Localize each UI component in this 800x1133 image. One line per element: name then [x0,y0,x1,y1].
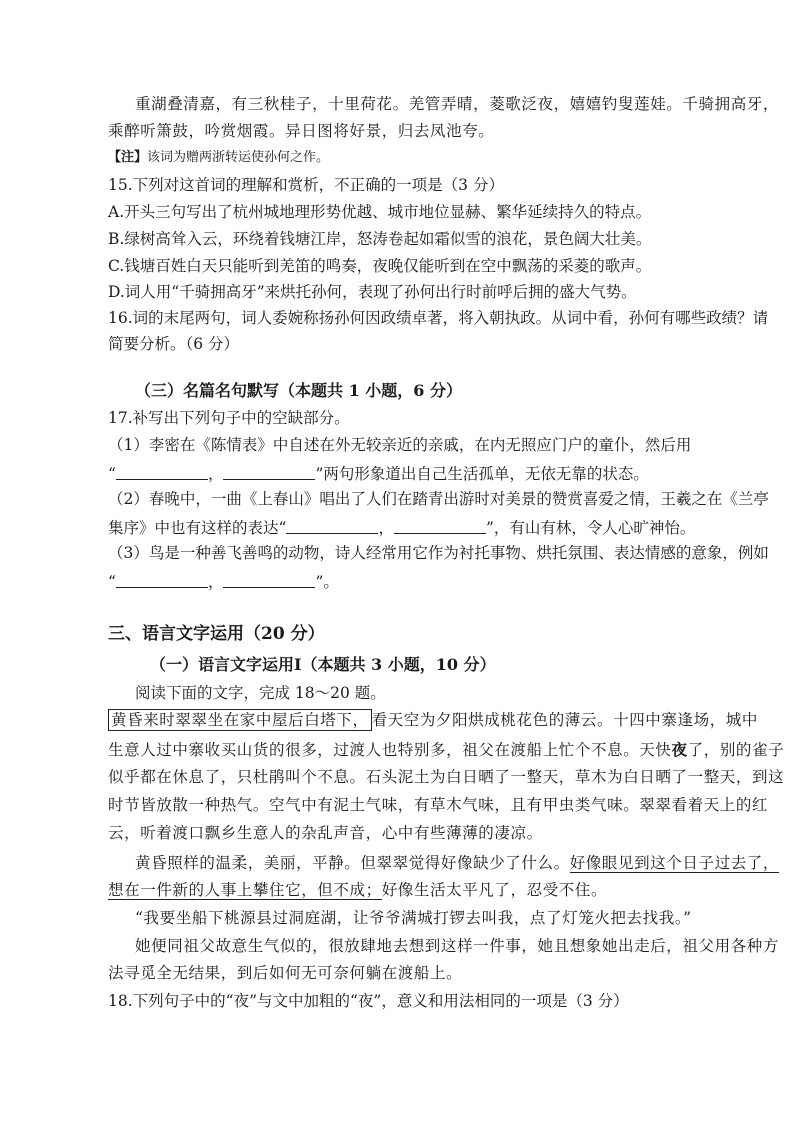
q17-part2-line1: （2）春晚中，一曲《上春山》唱出了人们在踏青出游时对美景的赞赏喜爱之情，王羲之在《兰亭 [108,490,769,508]
q17-part2-line2: 集序》中也有这样的表达“ ， ”，有山有林，令人心旷神怡。 [108,519,696,537]
underlined-sentence-1: 好像眼见到这个日子过去了， [569,854,780,872]
boxed-sentence: 黄昏来时翠翠坐在家中屋后白塔下， [108,709,372,731]
underlined-sentence-2: 想在一件新的人事上攀住它，但不成； [108,881,382,899]
passage-line-2: 生意人过中寨收买山货的很多，过渡人也特别多，祖父在渡船上忙个不息。天快夜了，别的雀子 [108,740,785,759]
passage-line-6: 黄昏照样的温柔，美丽，平静。但翠翠觉得好像缺少了什么。好像眼见到这个日子过去了， [135,854,780,872]
passage-line-5: 云，听着渡口飘乡生意人的杂乱声音，心中有些薄薄的凄凉。 [108,824,543,842]
q16-line-1: 16.词的末尾两句，词人委婉称扬孙何因政绩卓著，将入朝执政。从词中看，孙何有哪些政绩？请 [108,309,769,327]
q16-line-2: 简要分析。（6 分） [108,335,240,353]
note-text: 该词为赠两浙转运使孙何之作。 [147,150,330,165]
q17-part1-line1: （1）李密在《陈情表》中自述在外无较亲近的亲戚，在内无照应门户的童仆，然后用 [108,436,692,454]
answer-blank-5[interactable] [116,573,208,588]
poem-line-1: 重湖叠清嘉，有三秋桂子，十里荷花。羌管弄晴，菱歌泛夜，嬉嬉钓叟莲娃。千骑拥高牙， [135,95,780,113]
reading-instruction: 阅读下面的文字，完成 18～20 题。 [135,684,386,702]
answer-blank-1[interactable] [116,465,208,480]
part-3-subheading: （一）语言文字运用Ⅰ（本题共 3 小题，10 分） [150,655,496,674]
q17-part3-line1: （3）鸟是一种善飞善鸣的动物，诗人经常用它作为衬托事物、烘托氛围、表达情感的意象，例如 [108,544,769,562]
answer-blank-3[interactable] [286,519,378,534]
q17-part1-line2: “ ， ”两句形象道出自己生活孤单，无依无靠的状态。 [108,465,649,483]
q17-stem: 17.补写出下列句子中的空缺部分。 [108,409,350,427]
answer-blank-4[interactable] [394,519,486,534]
q15-option-a: A.开头三句写出了杭州城地理形势优越、城市地位显赫、繁华延续持久的特点。 [108,203,652,221]
answer-blank-6[interactable] [223,573,315,588]
q15-stem: 15.下列对这首词的理解和赏析，不正确的一项是（3 分） [108,176,504,194]
poem-line-2: 乘醉听箫鼓，吟赏烟霞。异日图将好景，归去凤池夸。 [108,122,495,140]
q18-stem: 18.下列句子中的“夜”与文中加粗的“夜”，意义和用法相同的一项是（3 分） [108,992,629,1010]
passage-line-3: 似乎都在休息了，只杜鹃叫个不息。石头泥土为白日晒了一整天，草木为白日晒了一整天，到这 [108,768,785,786]
q15-option-c: C.钱塘百姓白天只能听到羌笛的鸣奏，夜晚仅能听到在空中飘荡的采菱的歌声。 [108,257,652,275]
q15-option-b: B.绿树高耸入云，环绕着钱塘江岸，怒涛卷起如霜似雪的浪花，景色阔大壮美。 [108,230,652,248]
bold-word-ye: 夜 [671,740,688,759]
part-3-heading: 三、语言文字运用（20 分） [108,624,325,644]
q15-option-d: D.词人用“千骑拥高牙”来烘托孙何，表现了孙何出行时前呼后拥的盛大气势。 [108,283,637,301]
section-3-heading: （三）名篇名句默写（本题共 1 小题，6 分） [135,381,462,400]
passage-line-1: 黄昏来时翠翠坐在家中屋后白塔下， 看天空为夕阳烘成桃花色的薄云。十四中寨逢场，城中 [108,713,758,729]
passage-line-9: 她便同祖父故意生气似的，很放肆地去想到这样一件事，她且想象她出走后，祖父用各种方 [135,937,780,955]
passage-line-7: 想在一件新的人事上攀住它，但不成；好像生活太平凡了，忍受不住。 [108,881,608,899]
passage-line-10: 法寻觅全无结果，到后如何无可奈何躺在渡船上。 [108,964,463,982]
note-label: 【注】 [108,150,148,165]
passage-line-4: 时节皆放散一种热气。空气中有泥土气味，有草木气味，且有甲虫类气味。翠翠看着天上的红 [108,796,769,814]
passage-line-8: “我要坐船下桃源县过洞庭湖，让爷爷满城打锣去叫我，点了灯笼火把去找我。” [135,909,692,927]
answer-blank-2[interactable] [223,465,315,480]
q17-part3-line2: “ ， ”。 [108,573,339,591]
poem-note [108,151,329,164]
